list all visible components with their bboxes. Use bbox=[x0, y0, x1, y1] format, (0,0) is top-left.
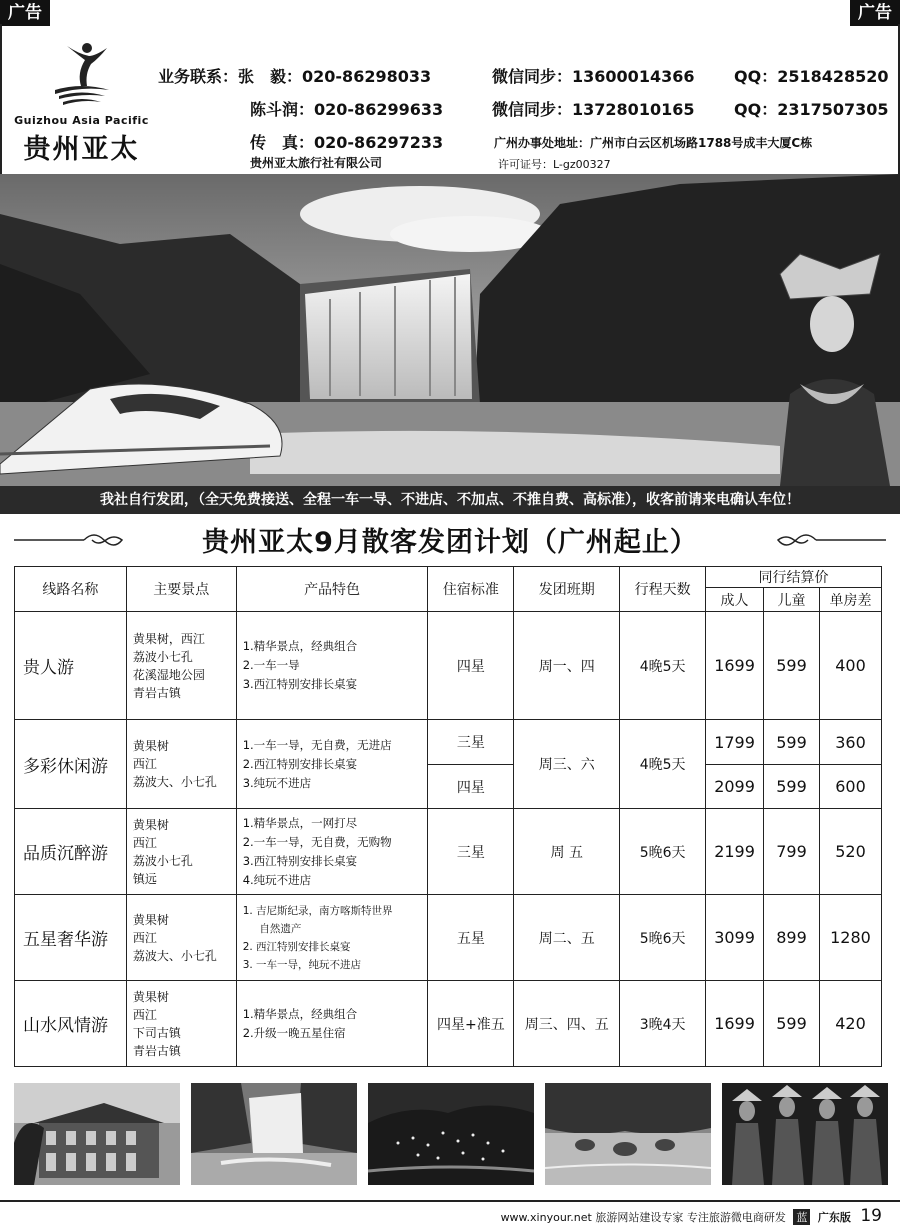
route-features bbox=[236, 981, 428, 1067]
spot-item: 黄果树 bbox=[132, 912, 169, 927]
table-row bbox=[15, 612, 882, 720]
table-row bbox=[15, 809, 882, 895]
adult-price: 2099 bbox=[706, 765, 764, 809]
fax-label: 传 真： bbox=[250, 133, 315, 152]
logo-english: Guizhou Asia Pacific bbox=[14, 114, 149, 127]
schedule: 周三、四、五 bbox=[514, 981, 620, 1067]
child-price: 799 bbox=[764, 809, 820, 895]
qq-number[interactable]: 2518428520 bbox=[777, 67, 889, 86]
photo-miao-dancers bbox=[722, 1083, 888, 1185]
right-ornament-icon bbox=[776, 530, 886, 550]
route-spots bbox=[126, 809, 236, 895]
trip-days: 5晚6天 bbox=[620, 809, 706, 895]
feature-item: 3.纯玩不进店 bbox=[242, 775, 312, 790]
spot-item: 黄果树 bbox=[132, 739, 169, 753]
spot-item: 镇远 bbox=[132, 871, 157, 886]
adult-price: 1799 bbox=[706, 720, 764, 765]
hotel-standard: 三星 bbox=[428, 720, 514, 765]
feature-item: 3. 一车一导，纯玩不进店 bbox=[242, 958, 362, 971]
table-row bbox=[15, 895, 882, 981]
contact-row-1 bbox=[158, 64, 431, 87]
route-spots bbox=[126, 895, 236, 981]
footer-divider bbox=[0, 1200, 900, 1202]
wechat-number[interactable]: 13600014366 bbox=[572, 67, 695, 86]
header-route: 线路名称 bbox=[15, 567, 127, 612]
wechat-label: 微信同步： bbox=[492, 67, 573, 86]
forest-river-image bbox=[545, 1083, 711, 1185]
hotel-standard: 四星 bbox=[428, 612, 514, 720]
miao-dancers-image bbox=[722, 1083, 888, 1185]
waterfall-landscape-image bbox=[0, 174, 900, 486]
single-supplement: 420 bbox=[819, 981, 881, 1067]
spot-item: 荔波小七孔 bbox=[132, 853, 193, 868]
header-spots: 主要景点 bbox=[126, 567, 236, 612]
spot-item: 荔波大、小七孔 bbox=[132, 948, 217, 963]
trip-days: 4晚5天 bbox=[620, 720, 706, 809]
route-name: 多彩休闲游 bbox=[15, 720, 127, 809]
slogan-bar: 我社自行发团，（全天免费接送、全程一车一导、不进店、不加点、不推自费、高标准），收客前请来电确认车位！ bbox=[0, 486, 900, 514]
feature-item: 2.一车一导，无自费，无购物 bbox=[242, 834, 392, 849]
single-supplement: 520 bbox=[819, 809, 881, 895]
single-supplement: 400 bbox=[819, 612, 881, 720]
header-hotel: 住宿标准 bbox=[428, 567, 514, 612]
spot-item: 西江 bbox=[132, 757, 157, 771]
hotel-standard: 四星+准五 bbox=[428, 981, 514, 1067]
single-supplement: 360 bbox=[819, 720, 881, 765]
table-row bbox=[15, 981, 882, 1067]
schedule: 周一、四 bbox=[514, 612, 620, 720]
single-supplement: 1280 bbox=[819, 895, 881, 981]
feature-item: 1.精华景点，经典组合 bbox=[242, 639, 358, 653]
table-row bbox=[15, 720, 882, 765]
fax-number[interactable]: 020-86297233 bbox=[314, 133, 444, 152]
spot-item: 黄果树 bbox=[132, 817, 169, 832]
route-name: 五星奢华游 bbox=[15, 895, 127, 981]
photo-night-village bbox=[368, 1083, 534, 1185]
trip-days: 4晚5天 bbox=[620, 612, 706, 720]
header bbox=[0, 24, 900, 174]
wechat-label: 微信同步： bbox=[492, 100, 573, 119]
route-features bbox=[236, 809, 428, 895]
contact-label: 业务联系：张 毅： bbox=[158, 67, 303, 86]
hotel-standard: 四星 bbox=[428, 765, 514, 809]
feature-item: 1. 吉尼斯纪录，南方喀斯特世界 bbox=[242, 904, 393, 917]
qq-row-2 bbox=[734, 97, 889, 120]
waterfall-image bbox=[191, 1083, 357, 1185]
header-price: 同行结算价 bbox=[706, 567, 882, 588]
schedule: 周 五 bbox=[514, 809, 620, 895]
spot-item: 青岩古镇 bbox=[132, 685, 181, 700]
footer-badge-icon: 蓝 bbox=[793, 1209, 810, 1225]
photo-forest-river bbox=[545, 1083, 711, 1185]
adult-price: 2199 bbox=[706, 809, 764, 895]
photo-waterfall bbox=[191, 1083, 357, 1185]
qq-label: QQ： bbox=[734, 67, 778, 86]
qq-label: QQ： bbox=[734, 100, 778, 119]
footer bbox=[501, 1206, 882, 1226]
wechat-number[interactable]: 13728010165 bbox=[572, 100, 695, 119]
spot-item: 西江 bbox=[132, 835, 157, 850]
trip-days: 5晚6天 bbox=[620, 895, 706, 981]
qq-row-1 bbox=[734, 64, 889, 87]
child-price: 599 bbox=[764, 720, 820, 765]
plan-title: 贵州亚太9月散客发团计划（广州起止） bbox=[202, 527, 698, 558]
logo bbox=[14, 38, 149, 168]
tour-plan-table bbox=[14, 566, 882, 1067]
feature-item: 2. 西江特别安排长桌宴 bbox=[242, 940, 351, 953]
route-features bbox=[236, 612, 428, 720]
header-child: 儿童 bbox=[764, 588, 820, 612]
hotel-standard: 三星 bbox=[428, 809, 514, 895]
feature-item: 3.西江特别安排长桌宴 bbox=[242, 677, 358, 691]
adult-price: 1699 bbox=[706, 981, 764, 1067]
trip-days: 3晚4天 bbox=[620, 981, 706, 1067]
feature-item: 1.精华景点，一网打尽 bbox=[242, 815, 358, 830]
header-features: 产品特色 bbox=[236, 567, 428, 612]
child-price: 599 bbox=[764, 981, 820, 1067]
hotel-standard: 五星 bbox=[428, 895, 514, 981]
night-village-image bbox=[368, 1083, 534, 1185]
footer-site[interactable]: www.xinyour.net bbox=[500, 1211, 592, 1224]
feature-item: 1.精华景点，经典组合 bbox=[242, 1006, 358, 1021]
child-price: 599 bbox=[764, 765, 820, 809]
office-address: 广州办事处地址：广州市白云区机场路1788号成丰大厦C栋 bbox=[494, 136, 813, 150]
feature-item: 3.西江特别安排长桌宴 bbox=[242, 853, 358, 868]
schedule: 周二、五 bbox=[514, 895, 620, 981]
child-price: 599 bbox=[764, 612, 820, 720]
footer-text: 旅游网站建设专家 专注旅游微电商研发 bbox=[595, 1211, 786, 1224]
feature-item: 4.纯玩不进店 bbox=[242, 872, 312, 887]
route-name: 品质沉醉游 bbox=[15, 809, 127, 895]
spot-item: 荔波大、小七孔 bbox=[132, 775, 217, 789]
header-single: 单房差 bbox=[819, 588, 881, 612]
route-spots bbox=[126, 981, 236, 1067]
feature-item: 2.升级一晚五星住宿 bbox=[242, 1025, 346, 1040]
table-header-row bbox=[15, 567, 882, 588]
feature-item: 1.一车一导，无自费，无进店 bbox=[242, 737, 392, 752]
spot-item: 黄果树 bbox=[132, 989, 169, 1004]
spot-item: 西江 bbox=[132, 1007, 157, 1022]
spot-item: 下司古镇 bbox=[132, 1025, 181, 1040]
wechat-row-2 bbox=[492, 97, 694, 120]
schedule: 周三、六 bbox=[514, 720, 620, 809]
page-number: 19 bbox=[860, 1206, 882, 1226]
photo-colonial-building bbox=[14, 1083, 180, 1185]
feature-item: 2.西江特别安排长桌宴 bbox=[242, 756, 358, 771]
route-features bbox=[236, 720, 428, 809]
spot-item: 青岩古镇 bbox=[132, 1043, 181, 1058]
contact-phone[interactable]: 020-86299633 bbox=[314, 100, 444, 119]
spot-item: 荔波小七孔 bbox=[132, 649, 193, 664]
route-spots bbox=[126, 720, 236, 809]
feature-item: 自然遗产 bbox=[242, 922, 302, 935]
footer-edition: 广东版 bbox=[817, 1211, 851, 1224]
photo-strip bbox=[14, 1083, 886, 1185]
spot-item: 西江 bbox=[132, 930, 157, 945]
adult-price: 3099 bbox=[706, 895, 764, 981]
wechat-row-1 bbox=[492, 64, 694, 87]
header-adult: 成人 bbox=[706, 588, 764, 612]
single-supplement: 600 bbox=[819, 765, 881, 809]
ad-tag-left: 广告 bbox=[0, 0, 50, 26]
qq-number[interactable]: 2317507305 bbox=[777, 100, 889, 119]
fax-row bbox=[250, 130, 443, 153]
building-image bbox=[14, 1083, 180, 1185]
spot-item: 花溪湿地公园 bbox=[132, 667, 205, 682]
spot-item: 黄果树，西江 bbox=[132, 631, 205, 646]
route-name: 山水风情游 bbox=[15, 981, 127, 1067]
contact-row-2 bbox=[250, 97, 443, 120]
header-days: 行程天数 bbox=[620, 567, 706, 612]
child-price: 899 bbox=[764, 895, 820, 981]
contact-phone[interactable]: 020-86298033 bbox=[302, 67, 432, 86]
route-features bbox=[236, 895, 428, 981]
route-spots bbox=[126, 612, 236, 720]
route-name: 贵人游 bbox=[15, 612, 127, 720]
header-schedule: 发团班期 bbox=[514, 567, 620, 612]
ad-tag-right: 广告 bbox=[850, 0, 900, 26]
dancer-logo-icon bbox=[47, 38, 117, 108]
feature-item: 2.一车一导 bbox=[242, 658, 300, 672]
banner-photo bbox=[0, 174, 900, 486]
company-name: 贵州亚太旅行社有限公司 bbox=[250, 156, 383, 170]
adult-price: 1699 bbox=[706, 612, 764, 720]
license-number: 许可证号：L-gz00327 bbox=[498, 158, 611, 171]
contact-label: 陈斗润： bbox=[250, 100, 315, 119]
logo-chinese: 贵州亚太 bbox=[23, 134, 140, 165]
